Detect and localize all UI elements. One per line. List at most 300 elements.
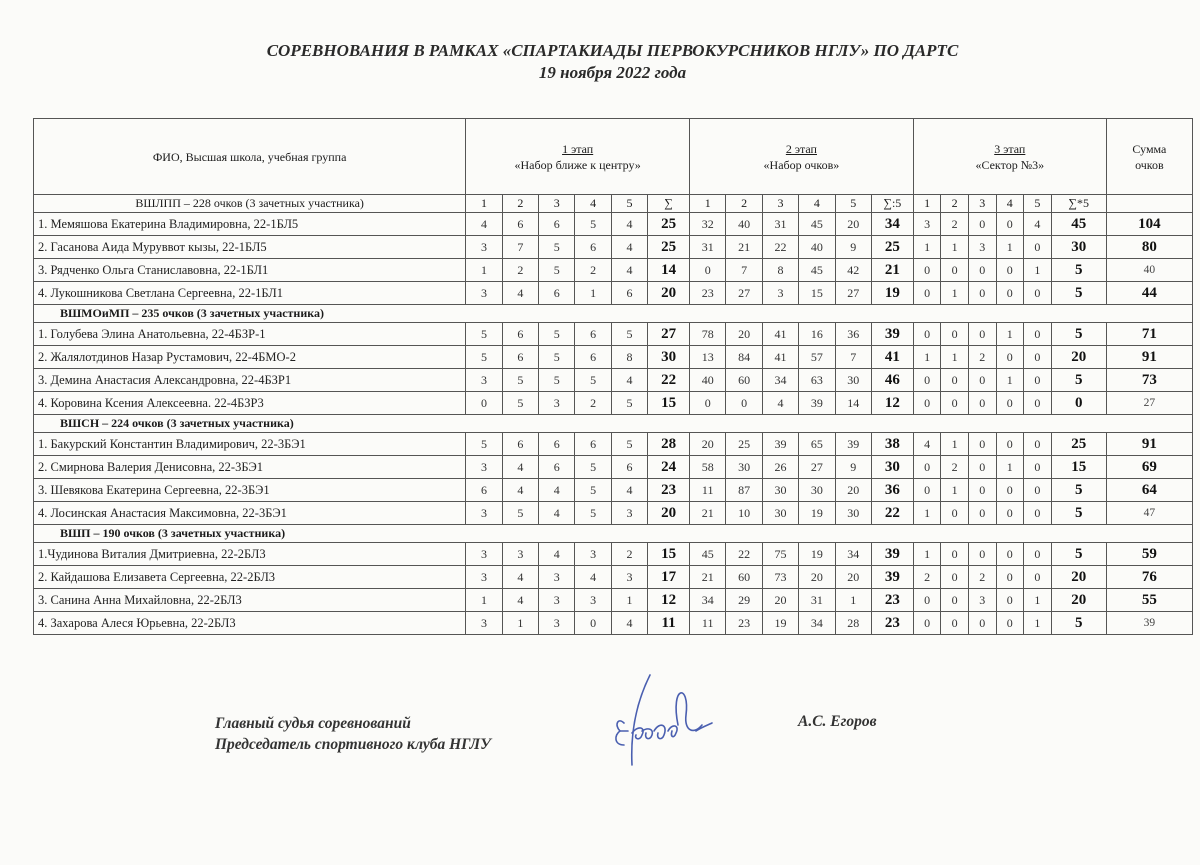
col-name-header: ФИО, Высшая школа, учебная группа	[34, 119, 466, 195]
group-header-row	[34, 305, 1193, 323]
throw-score: 1	[941, 433, 969, 456]
throw-score: 3	[466, 502, 502, 525]
participant-name: 1.Чудинова Виталия Дмитриевна, 22-2БЛ3	[34, 543, 466, 566]
throw-score: 0	[996, 589, 1024, 612]
throw-score: 0	[1024, 479, 1052, 502]
throw-score: 0	[941, 323, 969, 346]
sub-header-cell: 2	[726, 195, 762, 213]
stage-sum: 25	[648, 236, 690, 259]
throw-score: 4	[502, 479, 538, 502]
throw-score: 0	[968, 456, 996, 479]
group-title: ВШП – 190 очков (3 зачетных участника)	[34, 525, 1193, 543]
participant-name: 4. Лосинская Анастасия Максимовна, 22-3БЭ1	[34, 502, 466, 525]
total-score: 59	[1106, 543, 1192, 566]
throw-score: 28	[835, 612, 871, 635]
group-title: ВШМОиМП – 235 очков (3 зачетных участника)	[34, 305, 1193, 323]
throw-score: 23	[726, 612, 762, 635]
throw-score: 1	[913, 236, 941, 259]
group-header-row	[34, 415, 1193, 433]
throw-score: 0	[1024, 346, 1052, 369]
throw-score: 6	[611, 282, 647, 305]
stage1-title: 1 этап	[562, 141, 594, 156]
total-header-line2: очков	[1135, 157, 1164, 172]
throw-score: 60	[726, 566, 762, 589]
stage-sum: 39	[871, 323, 913, 346]
throw-score: 0	[575, 612, 611, 635]
throw-score: 5	[575, 369, 611, 392]
total-score: 55	[1106, 589, 1192, 612]
stage-sum: 23	[648, 479, 690, 502]
stage-sum: 23	[871, 612, 913, 635]
throw-score: 4	[913, 433, 941, 456]
throw-score: 1	[1024, 589, 1052, 612]
throw-score: 30	[762, 502, 798, 525]
stage-sum: 20	[1051, 589, 1106, 612]
throw-score: 34	[835, 543, 871, 566]
throw-score: 9	[835, 456, 871, 479]
participant-name: 3. Санина Анна Михайловна, 22-2БЛ3	[34, 589, 466, 612]
group-header-row	[34, 195, 1193, 213]
throw-score: 0	[968, 479, 996, 502]
throw-score: 3	[539, 566, 575, 589]
participant-row	[34, 433, 1193, 456]
throw-score: 0	[913, 456, 941, 479]
stage-sum: 15	[648, 392, 690, 415]
stage-sum: 5	[1051, 259, 1106, 282]
throw-score: 3	[762, 282, 798, 305]
sub-header-cell: ∑*5	[1051, 195, 1106, 213]
throw-score: 2	[941, 456, 969, 479]
participant-row	[34, 543, 1193, 566]
throw-score: 0	[1024, 369, 1052, 392]
title-date: 19 ноября 2022 года	[538, 63, 687, 82]
throw-score: 0	[996, 259, 1024, 282]
throw-score: 6	[502, 433, 538, 456]
throw-score: 1	[996, 323, 1024, 346]
participant-name: 2. Жалялотдинов Назар Рустамович, 22-4БМО-2	[34, 346, 466, 369]
throw-score: 5	[466, 346, 502, 369]
throw-score: 0	[968, 282, 996, 305]
throw-score: 6	[539, 433, 575, 456]
throw-score: 6	[575, 323, 611, 346]
total-score: 91	[1106, 433, 1192, 456]
throw-score: 20	[799, 566, 835, 589]
throw-score: 20	[690, 433, 726, 456]
throw-score: 5	[539, 236, 575, 259]
throw-score: 5	[539, 259, 575, 282]
stage-sum: 5	[1051, 543, 1106, 566]
stage-sum: 11	[648, 612, 690, 635]
stage-sum: 41	[871, 346, 913, 369]
stage-sum: 30	[871, 456, 913, 479]
throw-score: 19	[762, 612, 798, 635]
total-score: 69	[1106, 456, 1192, 479]
throw-score: 4	[502, 589, 538, 612]
participant-row	[34, 236, 1193, 259]
throw-score: 5	[539, 369, 575, 392]
throw-score: 2	[611, 543, 647, 566]
throw-score: 4	[611, 259, 647, 282]
stage-sum: 45	[1051, 213, 1106, 236]
stage-sum: 46	[871, 369, 913, 392]
throw-score: 0	[726, 392, 762, 415]
sub-header-cell: ∑	[648, 195, 690, 213]
throw-score: 45	[690, 543, 726, 566]
total-header-line1: Сумма	[1132, 141, 1167, 156]
sub-header-cell: 1	[913, 195, 941, 213]
total-score: 64	[1106, 479, 1192, 502]
throw-score: 3	[466, 236, 502, 259]
stage-sum: 20	[1051, 566, 1106, 589]
participant-name: 3. Рядченко Ольга Станиславовна, 22-1БЛ1	[34, 259, 466, 282]
throw-score: 1	[941, 236, 969, 259]
throw-score: 57	[799, 346, 835, 369]
throw-score: 5	[611, 323, 647, 346]
total-header	[1106, 119, 1192, 195]
throw-score: 73	[762, 566, 798, 589]
throw-score: 3	[575, 543, 611, 566]
throw-score: 2	[575, 392, 611, 415]
throw-score: 8	[611, 346, 647, 369]
stage-sum: 38	[871, 433, 913, 456]
throw-score: 3	[968, 589, 996, 612]
throw-score: 1	[941, 479, 969, 502]
throw-score: 16	[799, 323, 835, 346]
throw-score: 5	[539, 323, 575, 346]
throw-score: 40	[690, 369, 726, 392]
throw-score: 8	[762, 259, 798, 282]
participant-row	[34, 589, 1193, 612]
throw-score: 0	[1024, 502, 1052, 525]
throw-score: 0	[996, 213, 1024, 236]
throw-score: 13	[690, 346, 726, 369]
total-score: 104	[1106, 213, 1192, 236]
throw-score: 3	[539, 392, 575, 415]
sub-header-cell: 4	[996, 195, 1024, 213]
throw-score: 5	[575, 456, 611, 479]
throw-score: 0	[1024, 323, 1052, 346]
throw-score: 5	[539, 346, 575, 369]
throw-score: 4	[762, 392, 798, 415]
throw-score: 0	[968, 259, 996, 282]
throw-score: 27	[835, 282, 871, 305]
throw-score: 4	[502, 282, 538, 305]
throw-score: 2	[941, 213, 969, 236]
footer-titles	[215, 713, 491, 755]
throw-score: 6	[575, 433, 611, 456]
throw-score: 4	[611, 236, 647, 259]
throw-score: 34	[799, 612, 835, 635]
stage-sum: 25	[1051, 433, 1106, 456]
sub-header-cell: 3	[762, 195, 798, 213]
stage2-subtitle: «Набор очков»	[763, 157, 840, 172]
throw-score: 42	[835, 259, 871, 282]
sub-header-cell: 2	[941, 195, 969, 213]
footer-line-chairman: Председатель спортивного клуба НГЛУ	[215, 736, 491, 753]
participant-row	[34, 392, 1193, 415]
throw-score: 3	[575, 589, 611, 612]
throw-score: 6	[575, 236, 611, 259]
throw-score: 0	[913, 479, 941, 502]
throw-score: 20	[762, 589, 798, 612]
throw-score: 2	[968, 346, 996, 369]
throw-score: 1	[913, 543, 941, 566]
throw-score: 3	[502, 543, 538, 566]
throw-score: 0	[996, 502, 1024, 525]
throw-score: 6	[502, 323, 538, 346]
throw-score: 1	[466, 589, 502, 612]
throw-score: 1	[941, 346, 969, 369]
throw-score: 20	[835, 213, 871, 236]
throw-score: 20	[835, 479, 871, 502]
participant-row	[34, 566, 1193, 589]
throw-score: 40	[799, 236, 835, 259]
participant-name: 2. Гасанова Аида Муруввот кызы, 22-1БЛ5	[34, 236, 466, 259]
throw-score: 6	[502, 346, 538, 369]
footer-line-judge: Главный судья соревнований	[215, 715, 411, 732]
throw-score: 5	[575, 213, 611, 236]
throw-score: 6	[539, 456, 575, 479]
throw-score: 3	[466, 543, 502, 566]
throw-score: 29	[726, 589, 762, 612]
throw-score: 5	[575, 502, 611, 525]
participant-row	[34, 282, 1193, 305]
throw-score: 14	[835, 392, 871, 415]
stage-sum: 28	[648, 433, 690, 456]
stage-sum: 39	[871, 566, 913, 589]
throw-score: 0	[466, 392, 502, 415]
throw-score: 0	[1024, 392, 1052, 415]
stage-sum: 20	[648, 282, 690, 305]
total-score: 73	[1106, 369, 1192, 392]
throw-score: 4	[539, 502, 575, 525]
throw-score: 78	[690, 323, 726, 346]
throw-score: 3	[466, 282, 502, 305]
stage3-subtitle: «Сектор №3»	[975, 157, 1045, 172]
throw-score: 0	[913, 392, 941, 415]
throw-score: 4	[466, 213, 502, 236]
throw-score: 63	[799, 369, 835, 392]
stage3-title: 3 этап	[994, 141, 1026, 156]
throw-score: 22	[762, 236, 798, 259]
throw-score: 31	[762, 213, 798, 236]
throw-score: 0	[996, 346, 1024, 369]
group-header-row	[34, 525, 1193, 543]
throw-score: 0	[968, 612, 996, 635]
throw-score: 0	[968, 323, 996, 346]
throw-score: 3	[466, 566, 502, 589]
throw-score: 3	[466, 612, 502, 635]
stage-sum: 36	[871, 479, 913, 502]
throw-score: 5	[575, 479, 611, 502]
throw-score: 1	[941, 282, 969, 305]
throw-score: 0	[996, 612, 1024, 635]
stage-sum: 14	[648, 259, 690, 282]
throw-score: 6	[539, 213, 575, 236]
participant-row	[34, 369, 1193, 392]
participant-row	[34, 612, 1193, 635]
throw-score: 0	[913, 589, 941, 612]
throw-score: 1	[502, 612, 538, 635]
throw-score: 2	[502, 259, 538, 282]
throw-score: 19	[799, 502, 835, 525]
stage-sum: 5	[1051, 479, 1106, 502]
stage-sum: 19	[871, 282, 913, 305]
throw-score: 3	[968, 236, 996, 259]
throw-score: 3	[611, 502, 647, 525]
throw-score: 4	[502, 566, 538, 589]
throw-score: 0	[1024, 566, 1052, 589]
throw-score: 65	[799, 433, 835, 456]
throw-score: 6	[466, 479, 502, 502]
throw-score: 7	[835, 346, 871, 369]
total-score: 44	[1106, 282, 1192, 305]
results-body	[34, 195, 1193, 635]
throw-score: 0	[968, 369, 996, 392]
stage-sum: 0	[1051, 392, 1106, 415]
throw-score: 4	[1024, 213, 1052, 236]
throw-score: 0	[1024, 456, 1052, 479]
throw-score: 0	[968, 502, 996, 525]
stage-sum: 27	[648, 323, 690, 346]
throw-score: 11	[690, 612, 726, 635]
throw-score: 25	[726, 433, 762, 456]
throw-score: 6	[575, 346, 611, 369]
throw-score: 21	[690, 502, 726, 525]
throw-score: 0	[1024, 433, 1052, 456]
throw-score: 31	[690, 236, 726, 259]
throw-score: 3	[611, 566, 647, 589]
participant-row	[34, 213, 1193, 236]
stage-sum: 23	[871, 589, 913, 612]
participant-name: 2. Смирнова Валерия Денисовна, 22-3БЭ1	[34, 456, 466, 479]
throw-score: 3	[539, 612, 575, 635]
header-row	[34, 119, 1193, 195]
throw-score: 60	[726, 369, 762, 392]
total-score: 40	[1106, 259, 1192, 282]
throw-score: 21	[690, 566, 726, 589]
participant-name: 3. Шевякова Екатерина Сергеевна, 22-3БЭ1	[34, 479, 466, 502]
throw-score: 0	[690, 259, 726, 282]
stage-sum: 5	[1051, 369, 1106, 392]
throw-score: 0	[1024, 236, 1052, 259]
total-score: 76	[1106, 566, 1192, 589]
throw-score: 3	[466, 456, 502, 479]
stage-sum: 5	[1051, 282, 1106, 305]
throw-score: 21	[726, 236, 762, 259]
participant-name: 1. Бакурский Константин Владимирович, 22-3БЭ1	[34, 433, 466, 456]
throw-score: 40	[726, 213, 762, 236]
throw-score: 5	[611, 433, 647, 456]
throw-score: 1	[1024, 612, 1052, 635]
results-table	[33, 118, 1193, 635]
throw-score: 1	[913, 502, 941, 525]
throw-score: 1	[913, 346, 941, 369]
throw-score: 27	[726, 282, 762, 305]
sub-header-cell: 3	[968, 195, 996, 213]
throw-score: 0	[913, 369, 941, 392]
stage-sum: 5	[1051, 502, 1106, 525]
stage-sum: 17	[648, 566, 690, 589]
total-score: 91	[1106, 346, 1192, 369]
throw-score: 26	[762, 456, 798, 479]
throw-score: 0	[968, 392, 996, 415]
throw-score: 0	[968, 543, 996, 566]
judge-name: А.С. Егоров	[798, 713, 877, 730]
stage-sum: 5	[1051, 323, 1106, 346]
throw-score: 87	[726, 479, 762, 502]
throw-score: 2	[575, 259, 611, 282]
sub-header-cell: 2	[502, 195, 538, 213]
stage-sum: 30	[648, 346, 690, 369]
sub-header-cell: 1	[690, 195, 726, 213]
stage-sum: 21	[871, 259, 913, 282]
throw-score: 6	[539, 282, 575, 305]
throw-score: 39	[799, 392, 835, 415]
sub-header-cell: 5	[1024, 195, 1052, 213]
throw-score: 4	[502, 456, 538, 479]
throw-score: 0	[996, 433, 1024, 456]
participant-row	[34, 456, 1193, 479]
total-score: 27	[1106, 392, 1192, 415]
throw-score: 4	[539, 479, 575, 502]
sub-header-cell: 3	[539, 195, 575, 213]
participant-name: 2. Кайдашова Елизавета Сергеевна, 22-2БЛ3	[34, 566, 466, 589]
throw-score: 3	[913, 213, 941, 236]
document-title	[0, 40, 1200, 84]
title-line: СОРЕВНОВАНИЯ В РАМКАХ «СПАРТАКИАДЫ ПЕРВОКУРСНИКОВ НГЛУ» ПО ДАРТС	[266, 41, 959, 60]
throw-score: 0	[690, 392, 726, 415]
throw-score: 0	[996, 566, 1024, 589]
participant-row	[34, 323, 1193, 346]
throw-score: 39	[762, 433, 798, 456]
throw-score: 5	[466, 433, 502, 456]
throw-score: 1	[835, 589, 871, 612]
throw-score: 39	[835, 433, 871, 456]
throw-score: 23	[690, 282, 726, 305]
throw-score: 0	[996, 392, 1024, 415]
throw-score: 32	[690, 213, 726, 236]
throw-score: 0	[996, 282, 1024, 305]
participant-row	[34, 479, 1193, 502]
throw-score: 0	[941, 589, 969, 612]
stage-sum: 24	[648, 456, 690, 479]
throw-score: 2	[968, 566, 996, 589]
throw-score: 6	[611, 456, 647, 479]
stage-sum: 25	[871, 236, 913, 259]
throw-score: 15	[799, 282, 835, 305]
throw-score: 0	[941, 369, 969, 392]
throw-score: 20	[726, 323, 762, 346]
throw-score: 1	[1024, 259, 1052, 282]
throw-score: 10	[726, 502, 762, 525]
throw-score: 2	[913, 566, 941, 589]
throw-score: 0	[913, 259, 941, 282]
participant-row	[34, 502, 1193, 525]
sub-header-cell: 5	[835, 195, 871, 213]
throw-score: 75	[762, 543, 798, 566]
throw-score: 30	[799, 479, 835, 502]
throw-score: 30	[726, 456, 762, 479]
throw-score: 34	[762, 369, 798, 392]
stage1-subtitle: «Набор ближе к центру»	[514, 157, 641, 172]
throw-score: 4	[611, 369, 647, 392]
throw-score: 0	[941, 392, 969, 415]
participant-name: 4. Лукошникова Светлана Сергеевна, 22-1БЛ1	[34, 282, 466, 305]
participant-name: 4. Захарова Алеся Юрьевна, 22-2БЛ3	[34, 612, 466, 635]
throw-score: 0	[913, 323, 941, 346]
stage-sum: 12	[871, 392, 913, 415]
